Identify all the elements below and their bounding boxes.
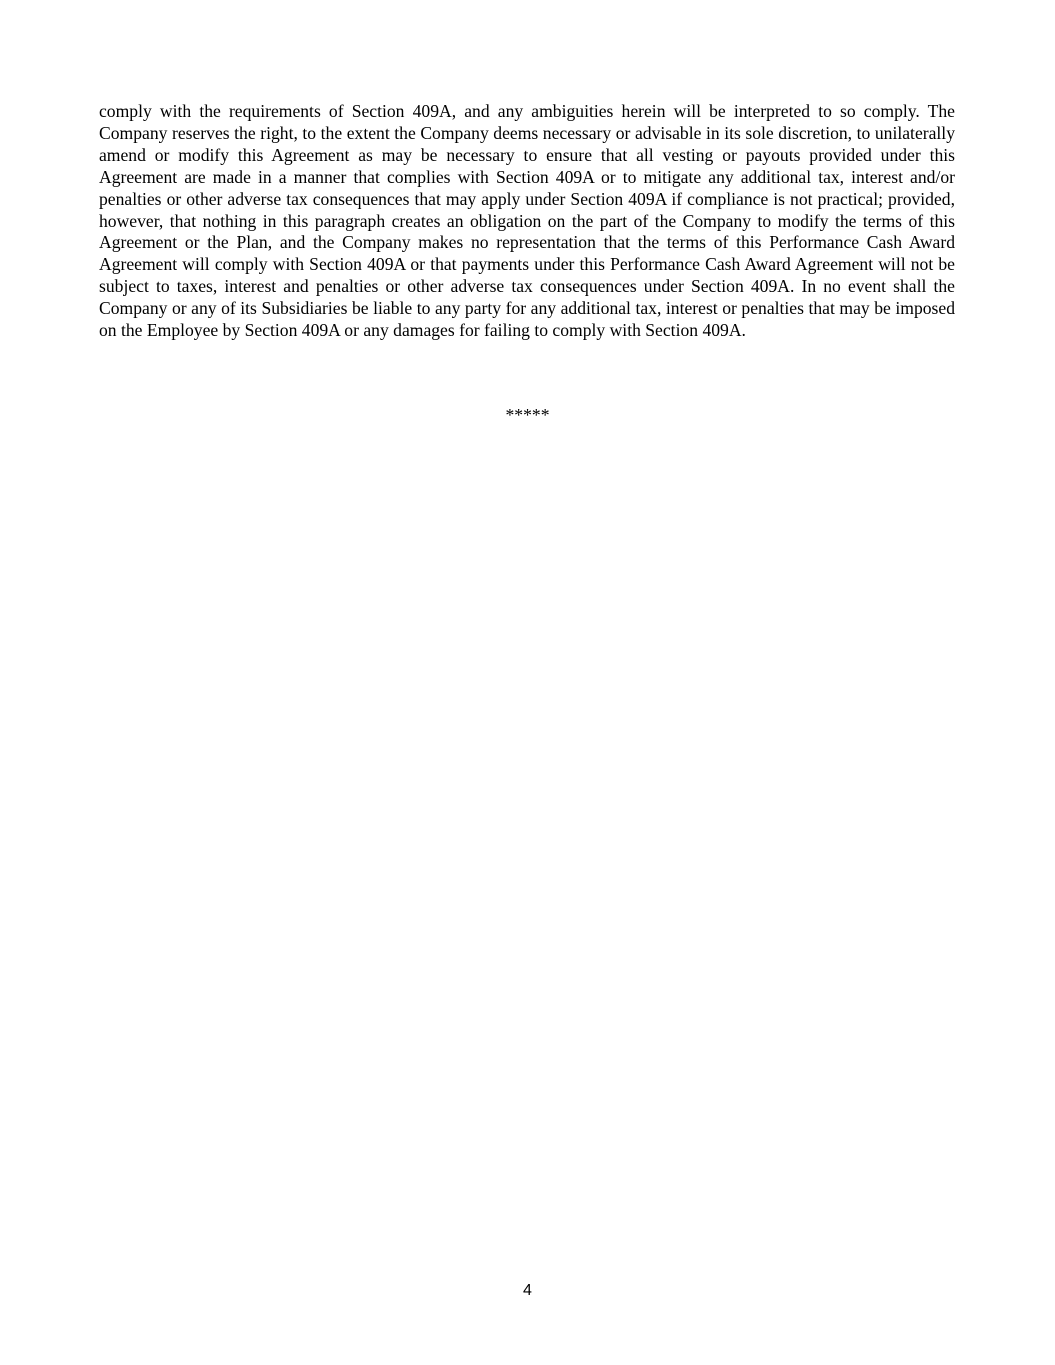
section-separator: ***** bbox=[505, 405, 550, 425]
page-number: 4 bbox=[523, 1282, 532, 1299]
body-paragraph: comply with the requirements of Section 409A, and any ambiguities herein will be interpreted to so comply. The Company reserves the right, to the extent the Company deems necessary or advisable in its sole discretion, to unilaterally amend or modify this Agreement as may be necessary to ensure that all vesting or payouts provided under this Agreement are made in a manner that complies with Section 409A or to mitigate any additional tax, interest and/or penalties or other adverse tax consequences that may apply under Section 409A if compliance is not practical; provided, however, that nothing in this paragraph creates an obligation on the part of the Company to modify the terms of this Agreement or the Plan, and the Company makes no representation that the terms of this Performance Cash Award Agreement will comply with Section 409A or that payments under this Performance Cash Award Agreement will not be subject to taxes, interest and penalties or other adverse tax consequences under Section 409A. In no event shall the Company or any of its Subsidiaries be liable to any party for any additional tax, interest or penalties that may be imposed on the Employee by Section 409A or any damages for failing to comply with Section 409A. bbox=[99, 101, 955, 341]
